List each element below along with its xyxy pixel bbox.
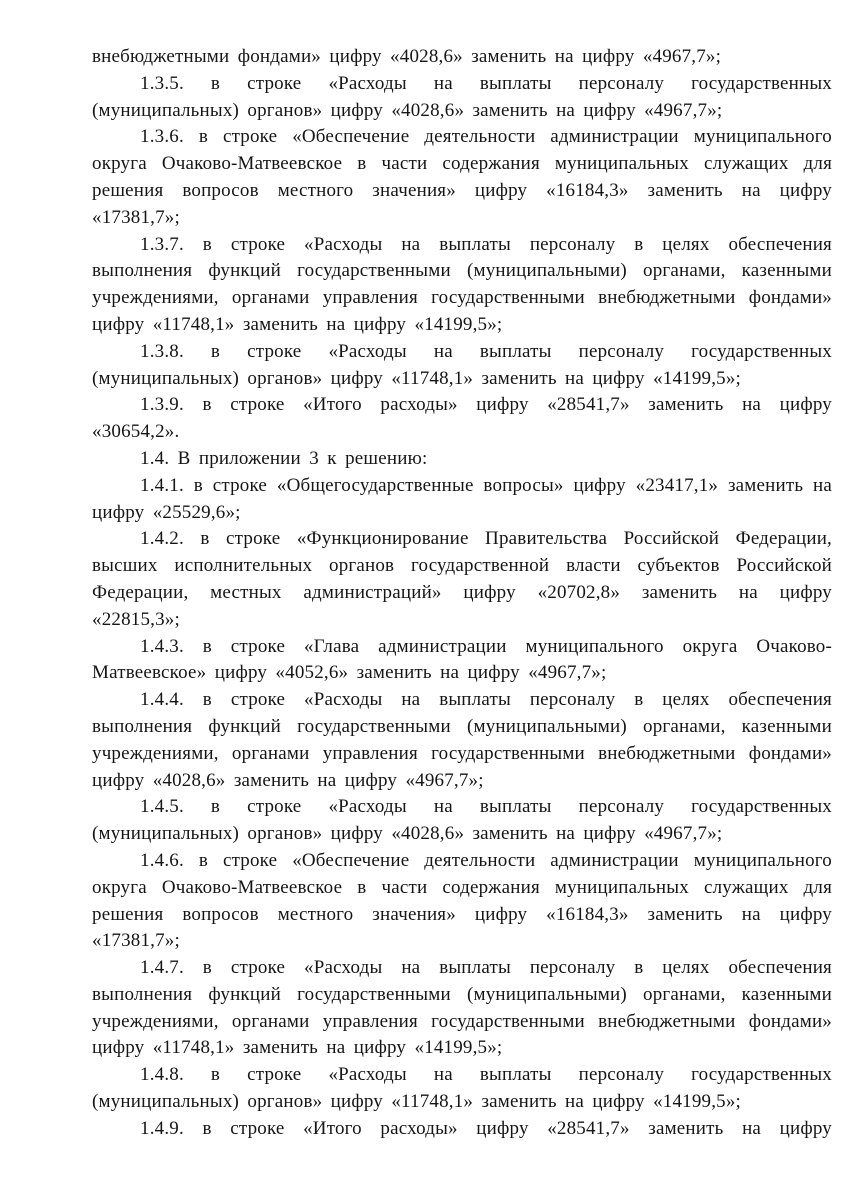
- paragraph-1-3-6: 1.3.6. в строке «Обеспечение деятельности администрации муниципального округа Очаково-Матвеевское в части содержания муниципальных служащих для решения вопросов местного значения» цифру «16184,3» заменить на цифру «17381,7»;: [92, 126, 832, 228]
- paragraph-1-3-8: 1.3.8. в строке «Расходы на выплаты персоналу государственных (муниципальных) органов» цифру «11748,1» заменить на цифру «14199,5»;: [92, 340, 832, 389]
- paragraph-1-3-9: 1.3.9. в строке «Итого расходы» цифру «28541,7» заменить на цифру «30654,2».: [92, 394, 832, 443]
- paragraph-1-4-8: 1.4.8. в строке «Расходы на выплаты персоналу государственных (муниципальных) органов» цифру «11748,1» заменить на цифру «14199,5»;: [92, 1064, 832, 1113]
- paragraph-1-4-6: 1.4.6. в строке «Обеспечение деятельности администрации муниципального округа Очаково-Матвеевское в части содержания муниципальных служащих для решения вопросов местного значения» цифру «16184,3» заменить на цифру «17381,7»;: [92, 849, 832, 952]
- paragraph-continuation: внебюджетными фондами» цифру «4028,6» заменить на цифру «4967,7»;: [92, 46, 722, 67]
- paragraph-1-4-7: 1.4.7. в строке «Расходы на выплаты персоналу в целях обеспечения выполнения функций государственными (муниципальными) органами, казенными учреждениями, органами управления государственными внебюджетными фондами» цифру «11748,1» заменить на цифру «14199,5»;: [92, 957, 832, 1059]
- paragraph-1-4-1: 1.4.1. в строке «Общегосударственные вопросы» цифру «23417,1» заменить на цифру «25529,6»;: [92, 474, 832, 523]
- document-page: [92, 44, 832, 1143]
- paragraph-1-4-4: 1.4.4. в строке «Расходы на выплаты персоналу в целях обеспечения выполнения функций государственными (муниципальными) органами, казенными учреждениями, органами управления государственными внебюджетными фондами» цифру «4028,6» заменить на цифру «4967,7»;: [92, 689, 832, 791]
- paragraph-1-4: 1.4. В приложении 3 к решению:: [140, 447, 428, 469]
- paragraph-1-4-2: 1.4.2. в строке «Функционирование Правительства Российской Федерации, высших исполнительных органов государственной власти субъектов Российской Федерации, местных администраций» цифру «20702,8» заменить на цифру «22815,3»;: [92, 528, 832, 630]
- paragraph-1-4-9: 1.4.9. в строке «Итого расходы» цифру «28541,7» заменить на цифру: [140, 1117, 832, 1139]
- paragraph-1-3-7: 1.3.7. в строке «Расходы на выплаты персоналу в целях обеспечения выполнения функций государственными (муниципальными) органами, казенными учреждениями, органами управления государственными внебюджетными фондами» цифру «11748,1» заменить на цифру «14199,5»;: [92, 233, 832, 335]
- paragraph-1-4-5: 1.4.5. в строке «Расходы на выплаты персоналу государственных (муниципальных) органов» цифру «4028,6» заменить на цифру «4967,7»;: [92, 796, 832, 845]
- paragraph-1-4-3: 1.4.3. в строке «Глава администрации муниципального округа Очаково-Матвеевское» цифру «4052,6» заменить на цифру «4967,7»;: [92, 635, 832, 684]
- paragraph-1-3-5: 1.3.5. в строке «Расходы на выплаты персоналу государственных (муниципальных) органов» цифру «4028,6» заменить на цифру «4967,7»;: [92, 72, 832, 121]
